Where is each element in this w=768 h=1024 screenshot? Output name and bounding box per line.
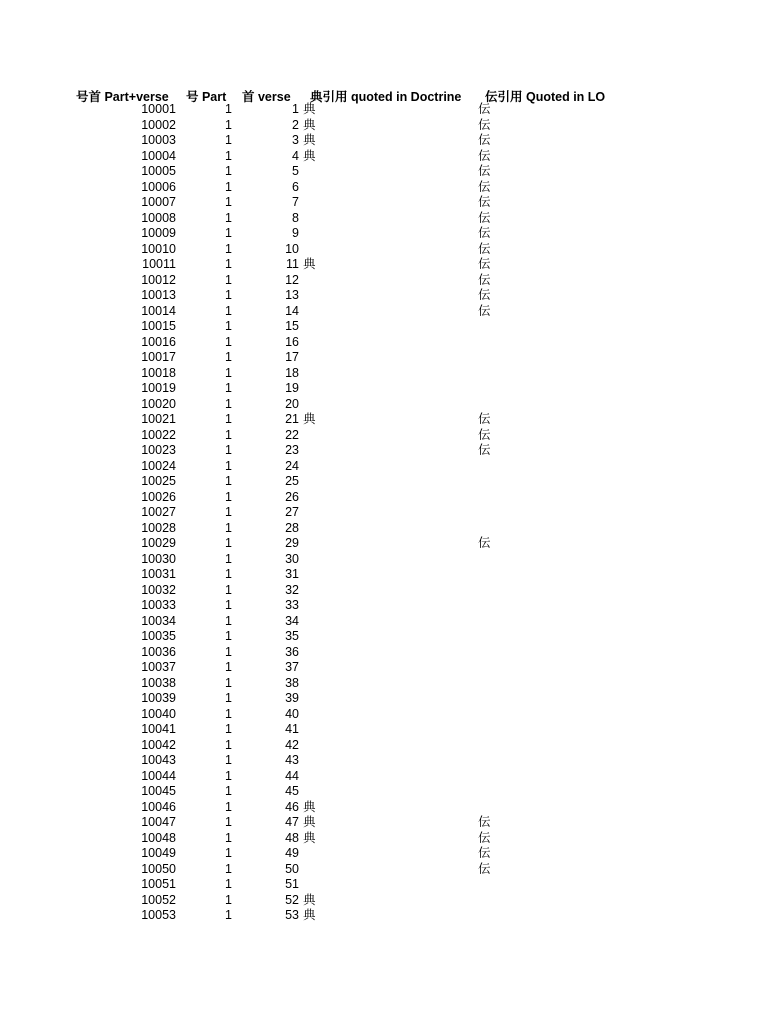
cell-verse: 21 xyxy=(285,412,299,426)
cell-doctrine: 典 xyxy=(303,257,316,271)
cell-verse: 7 xyxy=(292,195,299,209)
cell-verse: 1 xyxy=(292,102,299,116)
cell-part: 1 xyxy=(225,846,232,860)
cell-part: 1 xyxy=(225,334,232,349)
cell-verse: 13 xyxy=(285,288,299,302)
cell-part: 1 xyxy=(225,877,232,891)
cell-verse: 5 xyxy=(292,164,299,178)
cell-lo: 伝 xyxy=(478,288,491,302)
cell-doctrine: 典 xyxy=(303,148,316,163)
table-row xyxy=(0,645,768,661)
table-row xyxy=(0,862,768,878)
cell-part: 1 xyxy=(225,737,232,752)
cell-part-verse: 10040 xyxy=(141,706,176,721)
table-row xyxy=(0,397,768,413)
cell-verse: 45 xyxy=(285,784,299,798)
cell-verse: 30 xyxy=(285,551,299,566)
cell-part-verse: 10033 xyxy=(141,598,176,612)
cell-part-verse: 10015 xyxy=(141,319,176,333)
cell-part-verse: 10003 xyxy=(141,133,176,147)
table-row xyxy=(0,676,768,692)
cell-verse: 16 xyxy=(285,334,299,349)
cell-verse: 38 xyxy=(285,675,299,690)
cell-part: 1 xyxy=(225,644,232,659)
cell-verse: 31 xyxy=(285,567,299,581)
cell-part: 1 xyxy=(225,629,232,643)
cell-doctrine: 典 xyxy=(303,892,316,907)
cell-part-verse: 10012 xyxy=(141,272,176,287)
cell-part: 1 xyxy=(225,613,232,628)
cell-part: 1 xyxy=(225,257,232,271)
cell-part-verse: 10047 xyxy=(141,815,176,829)
cell-verse: 43 xyxy=(285,753,299,767)
cell-lo: 伝 xyxy=(478,133,491,147)
cell-part: 1 xyxy=(225,598,232,612)
cell-part-verse: 10014 xyxy=(141,303,176,318)
table-row xyxy=(0,133,768,149)
cell-verse: 48 xyxy=(285,830,299,845)
table-row xyxy=(0,629,768,645)
cell-verse: 50 xyxy=(285,861,299,876)
cell-part: 1 xyxy=(225,815,232,829)
cell-lo: 伝 xyxy=(478,102,491,116)
cell-lo: 伝 xyxy=(478,257,491,271)
table-row xyxy=(0,180,768,196)
cell-part: 1 xyxy=(225,691,232,705)
cell-verse: 24 xyxy=(285,458,299,473)
cell-verse: 17 xyxy=(285,350,299,364)
table-row xyxy=(0,753,768,769)
table-row xyxy=(0,614,768,630)
table-row xyxy=(0,598,768,614)
table-row xyxy=(0,815,768,831)
table-row xyxy=(0,769,768,785)
table-row xyxy=(0,226,768,242)
cell-verse: 11 xyxy=(286,257,299,271)
table-row xyxy=(0,505,768,521)
cell-part-verse: 10005 xyxy=(141,164,176,178)
cell-part: 1 xyxy=(225,396,232,411)
table-row xyxy=(0,164,768,180)
cell-part: 1 xyxy=(225,582,232,597)
cell-part: 1 xyxy=(225,908,232,922)
cell-lo: 伝 xyxy=(478,303,491,318)
header-doctrine: 典引用 quoted in Doctrine xyxy=(310,90,462,104)
table-row xyxy=(0,552,768,568)
cell-part: 1 xyxy=(225,768,232,783)
cell-part: 1 xyxy=(225,412,232,426)
cell-part-verse: 10031 xyxy=(141,567,176,581)
header-lo: 伝引用 Quoted in LO xyxy=(485,90,606,104)
table-row xyxy=(0,831,768,847)
cell-lo: 伝 xyxy=(478,272,491,287)
cell-part: 1 xyxy=(225,443,232,457)
cell-part-verse: 10021 xyxy=(141,412,176,426)
table-row xyxy=(0,211,768,227)
table-row xyxy=(0,242,768,258)
cell-lo: 伝 xyxy=(478,830,491,845)
table-row xyxy=(0,350,768,366)
cell-part: 1 xyxy=(225,148,232,163)
cell-part-verse: 10043 xyxy=(141,753,176,767)
table-row xyxy=(0,335,768,351)
cell-part-verse: 10029 xyxy=(141,536,176,550)
cell-part-verse: 10050 xyxy=(141,861,176,876)
table-row xyxy=(0,521,768,537)
table-row xyxy=(0,691,768,707)
table-row xyxy=(0,722,768,738)
table-row xyxy=(0,319,768,335)
cell-part-verse: 10035 xyxy=(141,629,176,643)
cell-part-verse: 10044 xyxy=(141,768,176,783)
cell-part-verse: 10019 xyxy=(141,381,176,395)
cell-part-verse: 10051 xyxy=(141,877,176,891)
cell-part: 1 xyxy=(225,722,232,736)
table-row xyxy=(0,257,768,273)
table-row xyxy=(0,118,768,134)
cell-verse: 39 xyxy=(285,691,299,705)
cell-doctrine: 典 xyxy=(303,117,316,132)
cell-part: 1 xyxy=(225,892,232,907)
cell-part-verse: 10049 xyxy=(141,846,176,860)
table-row xyxy=(0,583,768,599)
cell-verse: 28 xyxy=(285,520,299,535)
table-row xyxy=(0,784,768,800)
cell-part: 1 xyxy=(225,381,232,395)
cell-lo: 伝 xyxy=(478,210,491,225)
cell-verse: 27 xyxy=(285,505,299,519)
cell-part: 1 xyxy=(225,799,232,814)
cell-verse: 26 xyxy=(285,489,299,504)
cell-part-verse: 10041 xyxy=(141,722,176,736)
table-row xyxy=(0,443,768,459)
table-row xyxy=(0,738,768,754)
cell-part-verse: 10046 xyxy=(141,799,176,814)
cell-verse: 9 xyxy=(292,226,299,240)
cell-part-verse: 10038 xyxy=(141,675,176,690)
cell-verse: 47 xyxy=(285,815,299,829)
cell-part-verse: 10045 xyxy=(141,784,176,798)
cell-part: 1 xyxy=(225,272,232,287)
table-row xyxy=(0,660,768,676)
table-row xyxy=(0,474,768,490)
table-row xyxy=(0,490,768,506)
cell-part: 1 xyxy=(225,427,232,442)
cell-part-verse: 10053 xyxy=(141,908,176,922)
cell-verse: 29 xyxy=(285,536,299,550)
cell-part: 1 xyxy=(225,660,232,674)
cell-part-verse: 10048 xyxy=(141,830,176,845)
cell-lo: 伝 xyxy=(478,195,491,209)
cell-part: 1 xyxy=(225,319,232,333)
cell-part: 1 xyxy=(225,458,232,473)
cell-part-verse: 10042 xyxy=(141,737,176,752)
cell-lo: 伝 xyxy=(478,226,491,240)
table-row xyxy=(0,288,768,304)
table-row xyxy=(0,707,768,723)
cell-part: 1 xyxy=(225,489,232,504)
cell-verse: 12 xyxy=(285,272,299,287)
cell-verse: 46 xyxy=(285,799,299,814)
cell-part: 1 xyxy=(225,675,232,690)
cell-lo: 伝 xyxy=(478,427,491,442)
cell-part: 1 xyxy=(225,102,232,116)
cell-part-verse: 10007 xyxy=(141,195,176,209)
cell-part-verse: 10013 xyxy=(141,288,176,302)
cell-lo: 伝 xyxy=(478,443,491,457)
cell-doctrine: 典 xyxy=(303,412,316,426)
header-verse: 首 verse xyxy=(242,90,291,104)
cell-part: 1 xyxy=(225,241,232,256)
cell-part: 1 xyxy=(225,179,232,194)
cell-part: 1 xyxy=(225,195,232,209)
cell-part-verse: 10023 xyxy=(141,443,176,457)
cell-lo: 伝 xyxy=(478,117,491,132)
table-row xyxy=(0,304,768,320)
cell-verse: 10 xyxy=(285,241,299,256)
cell-verse: 8 xyxy=(292,210,299,225)
cell-part: 1 xyxy=(225,505,232,519)
table-row xyxy=(0,381,768,397)
cell-part: 1 xyxy=(225,830,232,845)
cell-part: 1 xyxy=(225,210,232,225)
cell-part: 1 xyxy=(225,303,232,318)
cell-part-verse: 10016 xyxy=(141,334,176,349)
cell-part-verse: 10032 xyxy=(141,582,176,597)
cell-lo: 伝 xyxy=(478,179,491,194)
cell-part-verse: 10025 xyxy=(141,474,176,488)
cell-part: 1 xyxy=(225,784,232,798)
cell-part: 1 xyxy=(225,226,232,240)
cell-verse: 3 xyxy=(292,133,299,147)
cell-verse: 35 xyxy=(285,629,299,643)
cell-part: 1 xyxy=(225,567,232,581)
table-row xyxy=(0,428,768,444)
cell-part-verse: 10052 xyxy=(141,892,176,907)
cell-part-verse: 10037 xyxy=(141,660,176,674)
cell-part: 1 xyxy=(225,365,232,380)
cell-lo: 伝 xyxy=(478,148,491,163)
cell-lo: 伝 xyxy=(478,861,491,876)
cell-verse: 49 xyxy=(285,846,299,860)
cell-part-verse: 10006 xyxy=(141,179,176,194)
cell-lo: 伝 xyxy=(478,815,491,829)
cell-part-verse: 10008 xyxy=(141,210,176,225)
cell-part-verse: 10017 xyxy=(141,350,176,364)
cell-part-verse: 10009 xyxy=(141,226,176,240)
cell-doctrine: 典 xyxy=(303,102,316,116)
cell-verse: 23 xyxy=(285,443,299,457)
cell-doctrine: 典 xyxy=(303,830,316,845)
cell-part-verse: 10002 xyxy=(141,117,176,132)
cell-lo: 伝 xyxy=(478,846,491,860)
table-row xyxy=(0,195,768,211)
cell-part: 1 xyxy=(225,288,232,302)
cell-part: 1 xyxy=(225,536,232,550)
table-row xyxy=(0,846,768,862)
cell-part-verse: 10034 xyxy=(141,613,176,628)
cell-verse: 41 xyxy=(285,722,299,736)
cell-part-verse: 10011 xyxy=(142,257,176,271)
header-part: 号 Part xyxy=(186,90,227,104)
cell-part-verse: 10028 xyxy=(141,520,176,535)
cell-part: 1 xyxy=(225,861,232,876)
cell-doctrine: 典 xyxy=(303,908,316,922)
cell-doctrine: 典 xyxy=(303,799,316,814)
cell-part-verse: 10004 xyxy=(141,148,176,163)
cell-part-verse: 10001 xyxy=(141,102,176,116)
table-row xyxy=(0,877,768,893)
cell-part: 1 xyxy=(225,117,232,132)
cell-part: 1 xyxy=(225,350,232,364)
cell-lo: 伝 xyxy=(478,536,491,550)
header-part-verse: 号首 Part+verse xyxy=(76,90,169,104)
cell-doctrine: 典 xyxy=(303,133,316,147)
cell-part-verse: 10036 xyxy=(141,644,176,659)
cell-part-verse: 10020 xyxy=(141,396,176,411)
cell-part-verse: 10030 xyxy=(141,551,176,566)
cell-verse: 19 xyxy=(285,381,299,395)
cell-part-verse: 10024 xyxy=(141,458,176,473)
cell-part: 1 xyxy=(225,474,232,488)
cell-verse: 14 xyxy=(285,303,299,318)
cell-verse: 52 xyxy=(285,892,299,907)
cell-verse: 15 xyxy=(285,319,299,333)
cell-verse: 51 xyxy=(285,877,299,891)
cell-verse: 36 xyxy=(285,644,299,659)
cell-lo: 伝 xyxy=(478,164,491,178)
table-row xyxy=(0,149,768,165)
cell-verse: 32 xyxy=(285,582,299,597)
cell-part: 1 xyxy=(225,753,232,767)
cell-verse: 4 xyxy=(292,148,299,163)
cell-verse: 22 xyxy=(285,427,299,442)
cell-verse: 34 xyxy=(285,613,299,628)
cell-lo: 伝 xyxy=(478,241,491,256)
cell-verse: 18 xyxy=(285,365,299,380)
cell-part: 1 xyxy=(225,133,232,147)
table-row xyxy=(0,273,768,289)
cell-part: 1 xyxy=(225,520,232,535)
cell-part-verse: 10010 xyxy=(141,241,176,256)
cell-part-verse: 10026 xyxy=(141,489,176,504)
table-row xyxy=(0,536,768,552)
cell-verse: 40 xyxy=(285,706,299,721)
cell-doctrine: 典 xyxy=(303,815,316,829)
cell-part-verse: 10027 xyxy=(141,505,176,519)
table-row xyxy=(0,567,768,583)
cell-part-verse: 10022 xyxy=(141,427,176,442)
cell-verse: 2 xyxy=(292,117,299,132)
cell-part: 1 xyxy=(225,706,232,721)
table-row xyxy=(0,800,768,816)
cell-part: 1 xyxy=(225,551,232,566)
table-row xyxy=(0,366,768,382)
table-row xyxy=(0,908,768,924)
cell-lo: 伝 xyxy=(478,412,491,426)
cell-verse: 37 xyxy=(285,660,299,674)
table-row xyxy=(0,893,768,909)
cell-verse: 44 xyxy=(285,768,299,783)
table-row xyxy=(0,459,768,475)
table-row xyxy=(0,102,768,118)
cell-part-verse: 10039 xyxy=(141,691,176,705)
cell-verse: 6 xyxy=(292,179,299,194)
cell-part: 1 xyxy=(225,164,232,178)
cell-verse: 20 xyxy=(285,396,299,411)
cell-verse: 25 xyxy=(285,474,299,488)
cell-verse: 42 xyxy=(285,737,299,752)
table-row xyxy=(0,412,768,428)
cell-verse: 53 xyxy=(285,908,299,922)
cell-verse: 33 xyxy=(285,598,299,612)
cell-part-verse: 10018 xyxy=(141,365,176,380)
